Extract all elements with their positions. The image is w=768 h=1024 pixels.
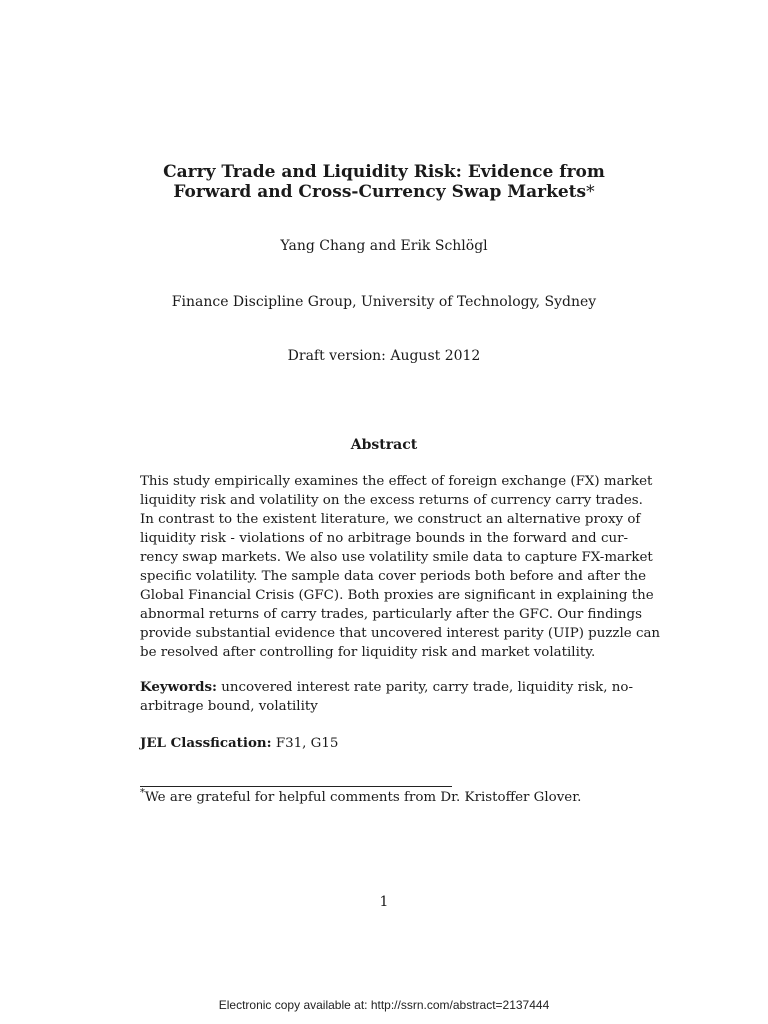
- keywords-line-1: [140, 678, 634, 697]
- abstract-line: liquidity risk and volatility on the excess returns of currency carry trades.: [140, 493, 643, 508]
- keywords-line-2: arbitrage bound, volatility: [140, 699, 318, 714]
- abstract-line: abnormal returns of carry trades, particularly after the GFC. Our findings: [140, 607, 642, 622]
- keywords-label: Keywords:: [140, 679, 218, 695]
- title-footnote-mark: *: [586, 182, 595, 202]
- abstract-line: Global Financial Crisis (GFC). Both proxies are significant in explaining the: [140, 588, 654, 603]
- title-line-1: Carry Trade and Liquidity Risk: Evidence from: [163, 162, 605, 182]
- abstract-line: This study empirically examines the effect of foreign exchange (FX) market: [140, 474, 653, 489]
- draft-version: Draft version: August 2012: [287, 348, 481, 364]
- abstract-line: liquidity risk - violations of no arbitrage bounds in the forward and cur-: [140, 531, 628, 546]
- paper-title: [140, 162, 628, 202]
- keywords: [140, 678, 634, 716]
- jel-label: JEL Classfication:: [140, 735, 272, 751]
- footnote: [140, 787, 582, 805]
- keywords-text-1: uncovered interest rate parity, carry trade, liquidity risk, no-: [221, 680, 634, 695]
- footnote-mark: *: [140, 787, 145, 799]
- jel-value: F31, G15: [275, 736, 339, 751]
- ssrn-notice: Electronic copy available at: http://ssrn.com/abstract=2137444: [218, 998, 550, 1012]
- abstract-line: specific volatility. The sample data cover periods both before and after the: [140, 569, 647, 584]
- title-line-2: [140, 182, 628, 202]
- abstract-body: [140, 472, 661, 662]
- footnote-text: We are grateful for helpful comments from Dr. Kristoffer Glover.: [145, 790, 582, 805]
- abstract-line: In contrast to the existent literature, we construct an alternative proxy of: [140, 512, 641, 527]
- jel-classification: [140, 735, 628, 751]
- abstract-heading: Abstract: [350, 437, 418, 453]
- title-line-2-text: Forward and Cross-Currency Swap Markets: [173, 182, 587, 202]
- abstract-line: provide substantial evidence that uncovered interest parity (UIP) puzzle can: [140, 626, 661, 641]
- page-number: 1: [379, 894, 389, 910]
- footnote-rule: [140, 786, 452, 787]
- abstract-line: rency swap markets. We also use volatility smile data to capture FX-market: [140, 550, 653, 565]
- authors: Yang Chang and Erik Schlögl: [280, 238, 488, 254]
- affiliation: Finance Discipline Group, University of Technology, Sydney: [171, 294, 597, 310]
- abstract-line: be resolved after controlling for liquidity risk and market volatility.: [140, 645, 596, 660]
